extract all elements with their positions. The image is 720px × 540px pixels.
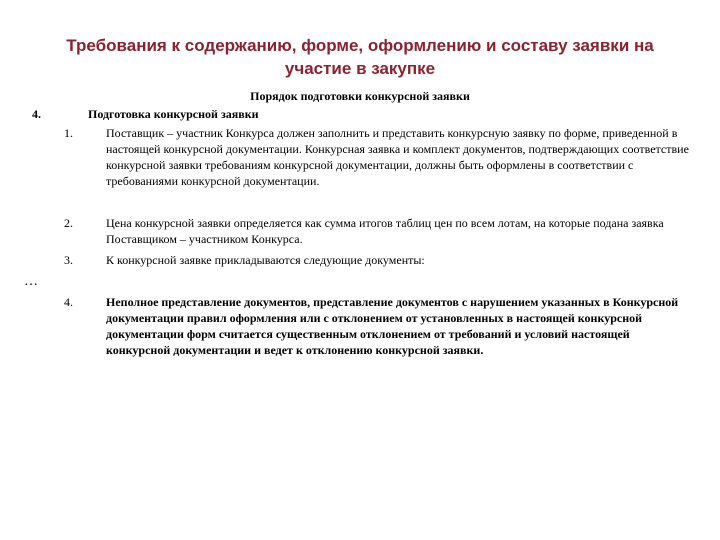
item-3-number: 3.: [64, 253, 73, 267]
item-3-text: К конкурсной заявке прикладываются следующие документы:: [106, 253, 425, 267]
section-number: 4.: [32, 107, 41, 121]
ellipsis: …: [24, 274, 38, 289]
item-1-text: Поставщик – участник Конкурса должен заполнить и представить конкурсную заявку по форме, приведенной в настоящей конкурсной документации. Конкурсная заявка и комплект документов, подтверждающих соответствие конкурсной заявки требованиям конкурсной документации, должны быть оформлены в соответствии с требованиями конкурсной документации.: [106, 126, 689, 188]
slide-subtitle: Порядок подготовки конкурсной заявки: [250, 89, 470, 103]
slide-title-line-2: участие в закупке: [284, 59, 436, 78]
item-4-number: 4.: [64, 295, 73, 309]
section-heading: Подготовка конкурсной заявки: [88, 107, 259, 121]
item-1-number: 1.: [64, 126, 73, 140]
slide-title-line-1: Требования к содержанию, форме, оформлению и составу заявки на: [66, 36, 654, 55]
item-2-number: 2.: [64, 216, 73, 230]
slide-title: [40, 34, 680, 80]
item-4-text: Неполное представление документов, представление документов с нарушением указанных в Конкурсной документации правил оформления или с отклонением от установленных в настоящей конкурсной документации форм считается существенным отклонением от требований и условий настоящей конкурсной документации и ведет к отклонению конкурсной заявки.: [106, 295, 679, 357]
item-2-text: Цена конкурсной заявки определяется как сумма итогов таблиц цен по всем лотам, на которые подана заявка Поставщиком – участником Конкурса.: [106, 216, 664, 246]
